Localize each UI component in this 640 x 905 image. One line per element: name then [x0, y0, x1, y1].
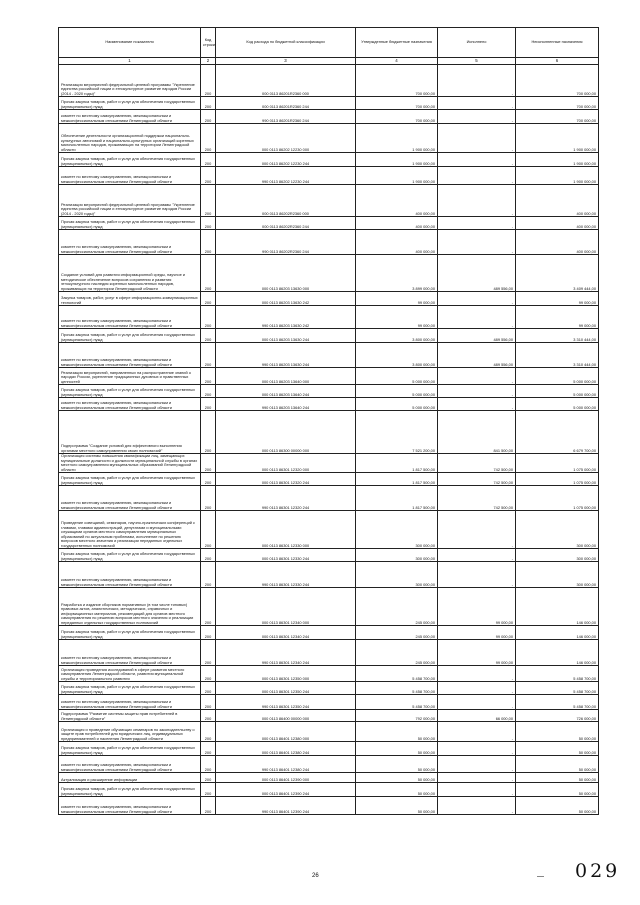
row-unexecuted-cell: 5 458 700,00	[516, 666, 599, 682]
row-name-cell: Прочая закупка товаров, работ и услуг для обеспечения государственных (муниципальных) нужд	[59, 549, 201, 562]
table-row	[59, 167, 599, 185]
row-approved-cell: 700 000,00	[356, 65, 438, 97]
row-name-cell: комитет по местному самоуправлению, межнациональным и межконфессиональным отношениям Ленинградской области	[59, 167, 201, 185]
page-number: 26	[312, 873, 319, 879]
row-line-code-cell: 200	[201, 398, 216, 411]
row-approved-cell: 400 000,00	[356, 217, 438, 230]
column-number: 5	[438, 58, 516, 65]
row-name-cell: Прочая закупка товаров, работ и услуг для обеспечения государственных (муниципальных) нужд	[59, 385, 201, 398]
row-approved-cell: 700 000,00	[356, 110, 438, 124]
table-row	[59, 511, 599, 549]
budget-execution-table	[58, 27, 599, 815]
row-unexecuted-cell: 300 000,00	[516, 511, 599, 549]
row-unexecuted-cell: 1 075 000,00	[516, 473, 599, 486]
row-executed-cell: -	[438, 385, 516, 398]
row-executed-cell: -	[438, 742, 516, 756]
row-name-cell: комитет по местному самоуправлению, межнациональным и межконфессиональным отношениям Ленинградской области	[59, 797, 201, 815]
row-name-cell: Прочая закупка товаров, работ и услуг для обеспечения государственных (муниципальных) нужд	[59, 97, 201, 110]
row-unexecuted-cell: 700 000,00	[516, 97, 599, 110]
column-number-row	[59, 58, 599, 65]
row-approved-cell: 5 458 700,00	[356, 682, 438, 695]
row-name-cell: Прочая закупка товаров, работ и услуг для обеспечения государственных (муниципальных) нужд	[59, 682, 201, 695]
row-name-cell: Прочая закупка товаров, работ и услуг для обеспечения государственных (муниципальных) нужд	[59, 742, 201, 756]
row-budget-code-cell: 000 0113 86202 12230 244	[216, 153, 356, 167]
row-budget-code-cell: 000 0113 86301 12320 244	[216, 473, 356, 486]
row-name-cell: комитет по местному самоуправлению, межнациональным и межконфессиональным отношениям Ленинградской области	[59, 110, 201, 124]
row-approved-cell: 3 899 000,00	[356, 255, 438, 292]
row-line-code-cell: 200	[201, 454, 216, 473]
row-approved-cell: 5 000 000,00	[356, 368, 438, 385]
row-executed-cell: -	[438, 110, 516, 124]
row-unexecuted-cell: 1 900 000,00	[516, 167, 599, 185]
row-name-cell: Подпрограмма "Создание условий для эффективного выполнения органами местного самоуправления своих полномочий"	[59, 411, 201, 454]
row-budget-code-cell: 000 0113 86401 12380 000	[216, 722, 356, 742]
table-row	[59, 124, 599, 153]
row-unexecuted-cell: 6 679 700,00	[516, 411, 599, 454]
row-executed-cell: -	[438, 124, 516, 153]
row-budget-code-cell: 990 0113 86301 12320 244	[216, 486, 356, 511]
row-name-cell: комитет по местному самоуправлению, межнациональным и межконфессиональным отношениям Ленинградской области	[59, 230, 201, 255]
row-executed-cell: -	[438, 306, 516, 329]
row-executed-cell: -	[438, 562, 516, 588]
row-budget-code-cell: 990 0113 86202 12230 244	[216, 167, 356, 185]
row-executed-cell: -	[438, 65, 516, 97]
row-budget-code-cell: 990 0113 86203 13630 242	[216, 306, 356, 329]
row-name-cell: Подпрограмма "Развитие системы защиты прав потребителей в Ленинградской области"	[59, 710, 201, 722]
row-line-code-cell: 200	[201, 411, 216, 454]
row-budget-code-cell: 990 0113 86201R2360 244	[216, 110, 356, 124]
row-approved-cell: 50 000,00	[356, 783, 438, 797]
row-budget-code-cell: 000 0113 86301 12330 000	[216, 511, 356, 549]
table-row	[59, 626, 599, 640]
row-line-code-cell: 200	[201, 185, 216, 217]
row-budget-code-cell: 990 0113 86401 12390 244	[216, 797, 356, 815]
row-unexecuted-cell: 726 000,00	[516, 710, 599, 722]
row-executed-cell: 489 556,00	[438, 255, 516, 292]
row-unexecuted-cell: 700 000,00	[516, 65, 599, 97]
row-executed-cell: -	[438, 153, 516, 167]
row-budget-code-cell: 000 0113 86203 13630 000	[216, 255, 356, 292]
table-row	[59, 773, 599, 783]
row-unexecuted-cell: 50 000,00	[516, 773, 599, 783]
row-name-cell: комитет по местному самоуправлению, межнациональным и межконфессиональным отношениям Ленинградской области	[59, 640, 201, 666]
row-approved-cell: 3 800 000,00	[356, 329, 438, 343]
row-unexecuted-cell: 5 458 700,00	[516, 682, 599, 695]
table-row	[59, 486, 599, 511]
row-unexecuted-cell: 5 000 000,00	[516, 368, 599, 385]
row-executed-cell: 841 500,00	[438, 411, 516, 454]
row-approved-cell: 50 000,00	[356, 797, 438, 815]
row-approved-cell: 50 000,00	[356, 722, 438, 742]
table-row	[59, 756, 599, 773]
table-row	[59, 710, 599, 722]
row-approved-cell: 50 000,00	[356, 773, 438, 783]
row-line-code-cell: 200	[201, 588, 216, 626]
row-executed-cell: -	[438, 682, 516, 695]
row-budget-code-cell: 000 0113 86202R2360 000	[216, 185, 356, 217]
column-number: 1	[59, 58, 201, 65]
row-unexecuted-cell: 50 000,00	[516, 742, 599, 756]
row-unexecuted-cell: 5 458 700,00	[516, 695, 599, 710]
row-name-cell: Прочая закупка товаров, работ и услуг для обеспечения государственных (муниципальных) нужд	[59, 153, 201, 167]
row-line-code-cell: 200	[201, 167, 216, 185]
row-approved-cell: 1 900 000,00	[356, 167, 438, 185]
row-approved-cell: 1 900 000,00	[356, 124, 438, 153]
row-name-cell: комитет по местному самоуправлению, межнациональным и межконфессиональным отношениям Ленинградской области	[59, 695, 201, 710]
table-row	[59, 473, 599, 486]
row-line-code-cell: 200	[201, 626, 216, 640]
row-unexecuted-cell: 3 310 444,00	[516, 329, 599, 343]
row-name-cell: Актуализация и расширение информации	[59, 773, 201, 783]
row-executed-cell: -	[438, 666, 516, 682]
row-line-code-cell: 200	[201, 511, 216, 549]
header-budget-code: Код расхода по бюджетной классификации	[216, 28, 356, 58]
row-unexecuted-cell: 50 000,00	[516, 783, 599, 797]
row-budget-code-cell: 990 0113 86202R2360 244	[216, 230, 356, 255]
sheet-stamp-number: 029	[575, 860, 621, 882]
row-approved-cell: 50 000,00	[356, 742, 438, 756]
table-header-row	[59, 28, 599, 58]
row-approved-cell: 1 900 000,00	[356, 153, 438, 167]
row-budget-code-cell: 000 0113 86301 12350 000	[216, 666, 356, 682]
header-line-code: Код строки	[201, 28, 216, 58]
row-executed-cell: 742 500,00	[438, 473, 516, 486]
column-number: 3	[216, 58, 356, 65]
row-unexecuted-cell: 99 000,00	[516, 292, 599, 306]
row-name-cell: Прочая закупка товаров, работ и услуг для обеспечения государственных (муниципальных) нужд	[59, 329, 201, 343]
row-approved-cell: 99 000,00	[356, 292, 438, 306]
table-row	[59, 411, 599, 454]
row-unexecuted-cell: 1 900 000,00	[516, 153, 599, 167]
table-row	[59, 666, 599, 682]
row-line-code-cell: 200	[201, 682, 216, 695]
row-line-code-cell: 200	[201, 385, 216, 398]
table-row	[59, 454, 599, 473]
row-executed-cell: -	[438, 167, 516, 185]
row-approved-cell: 245 000,00	[356, 626, 438, 640]
row-executed-cell: 99 000,00	[438, 640, 516, 666]
table-row	[59, 722, 599, 742]
row-unexecuted-cell: 50 000,00	[516, 722, 599, 742]
row-line-code-cell: 200	[201, 797, 216, 815]
row-name-cell: комитет по местному самоуправлению, межнациональным и межконфессиональным отношениям Ленинградской области	[59, 756, 201, 773]
row-line-code-cell: 200	[201, 562, 216, 588]
row-name-cell: Прочая закупка товаров, работ и услуг для обеспечения государственных (муниципальных) нужд	[59, 217, 201, 230]
row-line-code-cell: 200	[201, 486, 216, 511]
row-approved-cell: 1 817 500,00	[356, 486, 438, 511]
row-approved-cell: 245 000,00	[356, 588, 438, 626]
row-budget-code-cell: 000 0113 86202R2360 244	[216, 217, 356, 230]
row-unexecuted-cell: 700 000,00	[516, 110, 599, 124]
row-approved-cell: 400 000,00	[356, 230, 438, 255]
table-row	[59, 217, 599, 230]
row-budget-code-cell: 000 0113 86401 12380 244	[216, 742, 356, 756]
row-unexecuted-cell: 1 900 000,00	[516, 124, 599, 153]
row-executed-cell: 489 556,00	[438, 329, 516, 343]
row-approved-cell: 300 000,00	[356, 562, 438, 588]
row-budget-code-cell: 000 0113 86201R2360 000	[216, 65, 356, 97]
row-executed-cell: -	[438, 722, 516, 742]
row-budget-code-cell: 000 0113 86301 12320 000	[216, 454, 356, 473]
row-executed-cell: -	[438, 797, 516, 815]
row-budget-code-cell: 000 0113 86301 12350 244	[216, 682, 356, 695]
row-executed-cell: -	[438, 511, 516, 549]
row-unexecuted-cell: 50 000,00	[516, 756, 599, 773]
row-name-cell: Организация системы повышения квалификации лиц, замещающих муниципальные должности и должности муниципальной службы в органах местного самоуправления муниципальных образований Ленинградской области	[59, 454, 201, 473]
row-budget-code-cell: 990 0113 86301 12340 244	[216, 640, 356, 666]
row-line-code-cell: 200	[201, 329, 216, 343]
row-budget-code-cell: 990 0113 86203 13630 244	[216, 343, 356, 368]
row-executed-cell: 66 000,00	[438, 710, 516, 722]
header-executed: Исполнено	[438, 28, 516, 58]
row-budget-code-cell: 990 0113 86203 13640 244	[216, 398, 356, 411]
row-line-code-cell: 200	[201, 549, 216, 562]
row-unexecuted-cell: 1 075 000,00	[516, 454, 599, 473]
table-row	[59, 385, 599, 398]
row-budget-code-cell: 990 0113 86301 12330 244	[216, 562, 356, 588]
row-line-code-cell: 200	[201, 292, 216, 306]
table-row	[59, 65, 599, 97]
row-budget-code-cell: 000 0113 86301 12330 244	[216, 549, 356, 562]
row-approved-cell: 99 000,00	[356, 306, 438, 329]
header-name: Наименование показателя	[59, 28, 201, 58]
row-unexecuted-cell: 400 000,00	[516, 230, 599, 255]
row-line-code-cell: 200	[201, 343, 216, 368]
table-row	[59, 588, 599, 626]
table-row	[59, 306, 599, 329]
row-executed-cell: -	[438, 756, 516, 773]
row-unexecuted-cell: 5 000 000,00	[516, 385, 599, 398]
row-executed-cell: -	[438, 773, 516, 783]
row-line-code-cell: 200	[201, 124, 216, 153]
row-line-code-cell: 200	[201, 710, 216, 722]
row-line-code-cell: 200	[201, 97, 216, 110]
row-line-code-cell: 200	[201, 666, 216, 682]
row-executed-cell: -	[438, 292, 516, 306]
row-budget-code-cell: 000 0113 86202 12230 000	[216, 124, 356, 153]
row-unexecuted-cell: 300 000,00	[516, 549, 599, 562]
header-approved: Утвержденные бюджетные назначения	[356, 28, 438, 58]
row-executed-cell: 489 556,00	[438, 343, 516, 368]
row-executed-cell: 742 500,00	[438, 454, 516, 473]
table-row	[59, 783, 599, 797]
row-approved-cell: 300 000,00	[356, 511, 438, 549]
row-name-cell: Создание условий для развития информационной среды, научное и методическое обеспечение вопросов сохранения и развития этнокультурного наследия коренных малочисленных народов, проживающих на территории Ленинградской области	[59, 255, 201, 292]
row-approved-cell: 3 800 000,00	[356, 343, 438, 368]
row-unexecuted-cell: 400 000,00	[516, 217, 599, 230]
table-row	[59, 255, 599, 292]
row-unexecuted-cell: 146 000,00	[516, 588, 599, 626]
row-name-cell: Обеспечение деятельности организационной поддержки национально-культурных автономий и национально-культурных организаций коренных малочисленных народов, проживающих на территории Ленинградской области	[59, 124, 201, 153]
table-row	[59, 185, 599, 217]
row-budget-code-cell: 000 0113 86203 13640 000	[216, 368, 356, 385]
row-line-code-cell: 200	[201, 65, 216, 97]
row-line-code-cell: 200	[201, 742, 216, 756]
table-row	[59, 562, 599, 588]
row-name-cell: Реализация мероприятий федеральной целевой программы "Укрепление единства российской нации и этнокультурное развитие народов России (2014 - 2020 годы)"	[59, 65, 201, 97]
table-row	[59, 292, 599, 306]
row-line-code-cell: 200	[201, 230, 216, 255]
row-line-code-cell: 200	[201, 110, 216, 124]
row-name-cell: Организация проведения исследований в сфере развития местного самоуправления Ленинградской области, развития муниципальной службы и территориального развития	[59, 666, 201, 682]
table-row	[59, 230, 599, 255]
row-line-code-cell: 200	[201, 217, 216, 230]
row-name-cell: комитет по местному самоуправлению, межнациональным и межконфессиональным отношениям Ленинградской области	[59, 486, 201, 511]
row-line-code-cell: 200	[201, 640, 216, 666]
row-executed-cell: 742 500,00	[438, 486, 516, 511]
row-name-cell: Реализация мероприятий, направленных на распространение знаний о народах России, укрепление традиционных духовных и нравственных ценностей	[59, 368, 201, 385]
table-body	[59, 65, 599, 815]
row-name-cell: Прочая закупка товаров, работ и услуг для обеспечения государственных (муниципальных) нужд	[59, 783, 201, 797]
row-executed-cell: -	[438, 783, 516, 797]
table-row	[59, 343, 599, 368]
row-approved-cell: 50 000,00	[356, 756, 438, 773]
row-unexecuted-cell: 99 000,00	[516, 306, 599, 329]
table-row	[59, 682, 599, 695]
row-approved-cell: 245 000,00	[356, 640, 438, 666]
row-budget-code-cell: 000 0113 86301 12340 000	[216, 588, 356, 626]
footer-dash: —	[537, 873, 544, 880]
row-line-code-cell: 200	[201, 473, 216, 486]
row-approved-cell: 5 458 700,00	[356, 695, 438, 710]
row-budget-code-cell: 990 0113 86401 12380 244	[216, 756, 356, 773]
row-unexecuted-cell: 146 000,00	[516, 626, 599, 640]
row-name-cell: Прочая закупка товаров, работ и услуг для обеспечения государственных (муниципальных) нужд	[59, 626, 201, 640]
table-row	[59, 97, 599, 110]
row-budget-code-cell: 000 0113 86201R2360 244	[216, 97, 356, 110]
row-budget-code-cell: 000 0113 86203 13640 244	[216, 385, 356, 398]
row-budget-code-cell: 000 0113 86203 13630 244	[216, 329, 356, 343]
row-unexecuted-cell: 300 000,00	[516, 562, 599, 588]
table-row	[59, 153, 599, 167]
row-name-cell: комитет по местному самоуправлению, межнациональным и межконфессиональным отношениям Ленинградской области	[59, 562, 201, 588]
row-unexecuted-cell: 5 000 000,00	[516, 398, 599, 411]
row-name-cell: Прочая закупка товаров, работ и услуг для обеспечения государственных (муниципальных) нужд	[59, 473, 201, 486]
table-row	[59, 742, 599, 756]
table-row	[59, 640, 599, 666]
table-row	[59, 110, 599, 124]
row-approved-cell: 300 000,00	[356, 549, 438, 562]
row-approved-cell: 400 000,00	[356, 185, 438, 217]
row-unexecuted-cell: 3 409 444,00	[516, 255, 599, 292]
row-budget-code-cell: 000 0113 86401 12390 000	[216, 773, 356, 783]
row-approved-cell: 1 817 500,00	[356, 473, 438, 486]
row-executed-cell: 99 000,00	[438, 588, 516, 626]
row-name-cell: Проведение совещаний, семинаров, научно-практических конференций с главами, главами администраций, депутатами и муниципальными служащими органов местного самоуправления муниципальных образований по актуальным проблемам, исполнение по решению вопросов местного значения и реализации переданных отдельных государственных полномочий	[59, 511, 201, 549]
row-line-code-cell: 200	[201, 783, 216, 797]
row-executed-cell: -	[438, 368, 516, 385]
table-row	[59, 368, 599, 385]
row-executed-cell: -	[438, 695, 516, 710]
table-row	[59, 329, 599, 343]
row-budget-code-cell: 000 0113 86400 00000 000	[216, 710, 356, 722]
row-unexecuted-cell: 400 000,00	[516, 185, 599, 217]
row-name-cell: Закупка товаров, работ, услуг в сфере информационно-коммуникационных технологий	[59, 292, 201, 306]
header-unexecuted: Неисполненные назначения	[516, 28, 599, 58]
row-budget-code-cell: 000 0113 86300 00000 000	[216, 411, 356, 454]
row-line-code-cell: 200	[201, 255, 216, 292]
row-line-code-cell: 200	[201, 368, 216, 385]
row-unexecuted-cell: 146 000,00	[516, 640, 599, 666]
row-executed-cell: 99 000,00	[438, 626, 516, 640]
column-number: 4	[356, 58, 438, 65]
row-approved-cell: 792 000,00	[356, 710, 438, 722]
row-name-cell: Организация и проведение обучающих семинаров по законодательству о защите прав потребителей для юридических лиц, индивидуальных предпринимателей и населения Ленинградской области	[59, 722, 201, 742]
row-name-cell: комитет по местному самоуправлению, межнациональным и межконфессиональным отношениям Ленинградской области	[59, 398, 201, 411]
row-name-cell: комитет по местному самоуправлению, межнациональным и межконфессиональным отношениям Ленинградской области	[59, 306, 201, 329]
column-number: 6	[516, 58, 599, 65]
row-approved-cell: 7 521 200,00	[356, 411, 438, 454]
table-row	[59, 398, 599, 411]
row-approved-cell: 700 000,00	[356, 97, 438, 110]
row-executed-cell: -	[438, 549, 516, 562]
row-budget-code-cell: 000 0113 86203 13630 242	[216, 292, 356, 306]
row-line-code-cell: 200	[201, 306, 216, 329]
column-number: 2	[201, 58, 216, 65]
row-executed-cell: -	[438, 230, 516, 255]
row-name-cell: Разработка и издание сборников нормативных (в том числе типовых) правовых актов, аналитических, методических, справочных и информационных материалов, рекомендаций для органов местного самоуправления по решению вопросов местного значения и реализации переданных отдельных государственных полномочий	[59, 588, 201, 626]
row-line-code-cell: 200	[201, 153, 216, 167]
row-unexecuted-cell: 3 310 444,00	[516, 343, 599, 368]
row-budget-code-cell: 000 0113 86301 12340 244	[216, 626, 356, 640]
row-line-code-cell: 200	[201, 722, 216, 742]
row-approved-cell: 5 000 000,00	[356, 385, 438, 398]
row-executed-cell: -	[438, 217, 516, 230]
row-unexecuted-cell: 1 075 000,00	[516, 486, 599, 511]
row-budget-code-cell: 000 0113 86401 12390 244	[216, 783, 356, 797]
row-executed-cell: -	[438, 185, 516, 217]
row-executed-cell: -	[438, 97, 516, 110]
row-approved-cell: 1 817 500,00	[356, 454, 438, 473]
table-row	[59, 549, 599, 562]
row-executed-cell: -	[438, 398, 516, 411]
row-line-code-cell: 200	[201, 773, 216, 783]
row-unexecuted-cell: 50 000,00	[516, 797, 599, 815]
table-row	[59, 695, 599, 710]
row-approved-cell: 5 458 700,00	[356, 666, 438, 682]
row-line-code-cell: 200	[201, 756, 216, 773]
row-name-cell: комитет по местному самоуправлению, межнациональным и межконфессиональным отношениям Ленинградской области	[59, 343, 201, 368]
row-line-code-cell: 200	[201, 695, 216, 710]
row-budget-code-cell: 990 0113 86301 12350 244	[216, 695, 356, 710]
table-row	[59, 797, 599, 815]
row-approved-cell: 5 000 000,00	[356, 398, 438, 411]
row-name-cell: Реализация мероприятий федеральной целевой программы "Укрепление единства российской нации и этнокультурное развитие народов России (2014 - 2020 годы)"	[59, 185, 201, 217]
